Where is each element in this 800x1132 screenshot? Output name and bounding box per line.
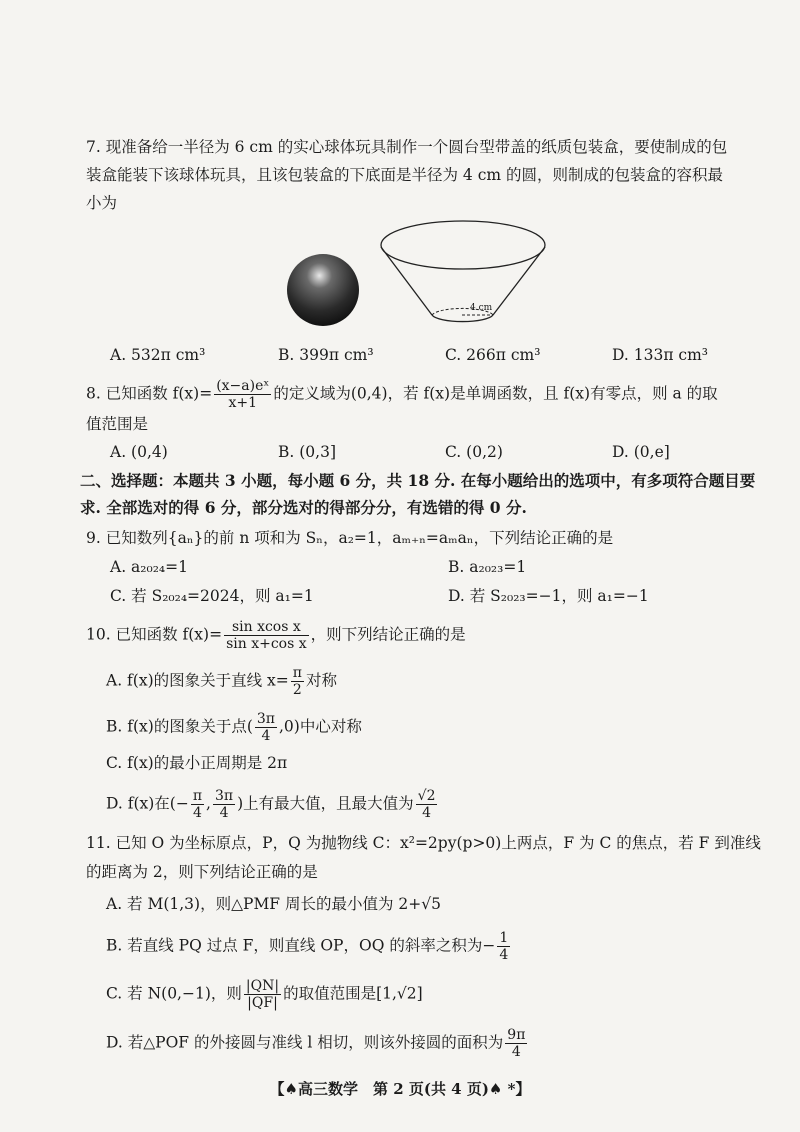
q10-a-frac [291,665,304,698]
q7-line1: 7. 现准备给一半径为 6 cm 的实心球体玩具制作一个圆台型带盖的纸质包装盒，要使制成的包 [86,138,728,156]
q10-d-d3: 4 [422,805,432,821]
q7-option-a: A. 532π cm³ [110,346,206,364]
q8-option-b: B. (0,3] [278,443,336,461]
q10-d-d2: 4 [219,805,229,821]
q11-option-a: A. 若 M(1,3)，则△PMF 周长的最小值为 2+√5 [106,895,442,913]
q10-fraction [224,619,309,652]
q10-a-den: 2 [292,682,302,698]
q10-b-num: 3π [256,711,275,727]
q11-line1: 11. 已知 O 为坐标原点，P，Q 为抛物线 C：x²=2py(p>0)上两点，F 为 C 的焦点，若 F 到准线 [86,834,761,852]
q9-option-c: C. 若 S₂₀₂₄=2024，则 a₁=1 [110,587,314,605]
q10-b-post: ,0)中心对称 [278,717,362,736]
section2-line2: 求. 全部选对的得 6 分，部分选对的得部分分，有选错的得 0 分. [80,498,527,517]
q10-a-num: π [292,665,302,681]
q10-d-mid2: )上有最大值，且最大值为 [237,794,414,813]
q10-suffix: ，则下列结论正确的是 [310,625,466,644]
q11-option-b [106,930,512,963]
sphere-toy [287,254,359,326]
q8-fraction [214,378,271,411]
q8-prefix: 8. 已知函数 f(x)= [86,384,213,403]
q10-option-c: C. f(x)的最小正周期是 2π [106,754,288,772]
q10-stem [86,619,466,652]
q7-line3: 小为 [86,194,118,212]
q11-c-num: |QN| [245,978,280,994]
q11-c-pre: C. 若 N(0,−1)，则 [106,984,242,1003]
q11-c-post: 的取值范围是[1,√2] [283,984,423,1003]
section2-line1: 二、选择题：本题共 3 小题，每小题 6 分，共 18 分. 在每小题给出的选项中，有多项符合题目要 [80,471,756,490]
q10-d-frac1 [191,788,204,821]
q8-frac-num: (x−a)eˣ [216,378,270,394]
q8-line2: 值范围是 [86,415,149,433]
q8-frac-den: x+1 [228,395,258,411]
page-footer: 【♠高三数学 第 2 页(共 4 页)♠ *】 [269,1080,531,1098]
q10-option-a [106,665,337,698]
q9-option-b: B. a₂₀₂₃=1 [448,558,527,576]
q8-line1 [86,378,718,411]
q11-line2: 的距离为 2，则下列结论正确的是 [86,863,318,881]
q10-b-den: 4 [261,728,271,744]
q10-a-pre: A. f(x)的图象关于直线 x= [106,671,289,690]
q11-d-frac [505,1027,527,1060]
q7-figure-label: 4 cm [470,303,493,313]
q8-suffix: 的定义域为(0,4)，若 f(x)是单调函数，且 f(x)有零点，则 a 的取 [273,384,718,403]
q10-a-post: 对称 [305,671,337,690]
q10-option-d [106,788,439,821]
q8-option-a: A. (0,4) [110,443,168,461]
q11-c-frac [244,978,281,1011]
q10-d-mid: , [206,794,211,813]
q11-c-den: |QF| [247,995,278,1011]
q11-option-d [106,1027,529,1060]
q11-b-num: 1 [499,930,509,946]
q8-option-c: C. (0,2) [445,443,503,461]
q7-option-b: B. 399π cm³ [278,346,374,364]
q7-option-c: C. 266π cm³ [445,346,541,364]
q9-option-d: D. 若 S₂₀₂₃=−1，则 a₁=−1 [448,587,649,605]
q10-option-b [106,711,362,744]
q9-option-a: A. a₂₀₂₄=1 [110,558,188,576]
q7-option-d: D. 133π cm³ [612,346,709,364]
q11-b-pre: B. 若直线 PQ 过点 F，则直线 OP，OQ 的斜率之积为− [106,936,496,955]
q10-b-pre: B. f(x)的图象关于点( [106,717,253,736]
frustum-box [381,221,545,322]
q9-stem: 9. 已知数列{aₙ}的前 n 项和为 Sₙ，a₂=1，aₘ₊ₙ=aₘaₙ，下列结论正确的是 [86,529,614,547]
q10-d-pre: D. f(x)在(− [106,794,189,813]
q11-b-frac [497,930,510,963]
q10-prefix: 10. 已知函数 f(x)= [86,625,223,644]
q10-d-frac3 [416,788,438,821]
q10-d-n1: π [192,788,203,804]
q7-line2: 装盒能装下该球体玩具，且该包装盒的下底面是半径为 4 cm 的圆，则制成的包装盒的容积最 [86,166,724,184]
q10-d-frac2 [213,788,235,821]
q11-d-num: 9π [507,1027,526,1043]
q10-d-n2: 3π [214,788,234,804]
q11-option-c [106,978,423,1011]
q7-figure [280,210,560,340]
q11-d-pre: D. 若△POF 的外接圆与准线 l 相切，则该外接圆的面积为 [106,1033,504,1052]
q10-frac-num: sin xcos x [224,619,309,636]
q10-frac-den: sin x+cos x [226,636,307,652]
q10-d-d1: 4 [192,805,202,821]
q11-b-den: 4 [499,947,509,963]
q11-d-den: 4 [511,1044,521,1060]
q10-b-frac [255,711,277,744]
q8-option-d: D. (0,e] [612,443,670,461]
q10-d-n3: √2 [417,788,436,804]
